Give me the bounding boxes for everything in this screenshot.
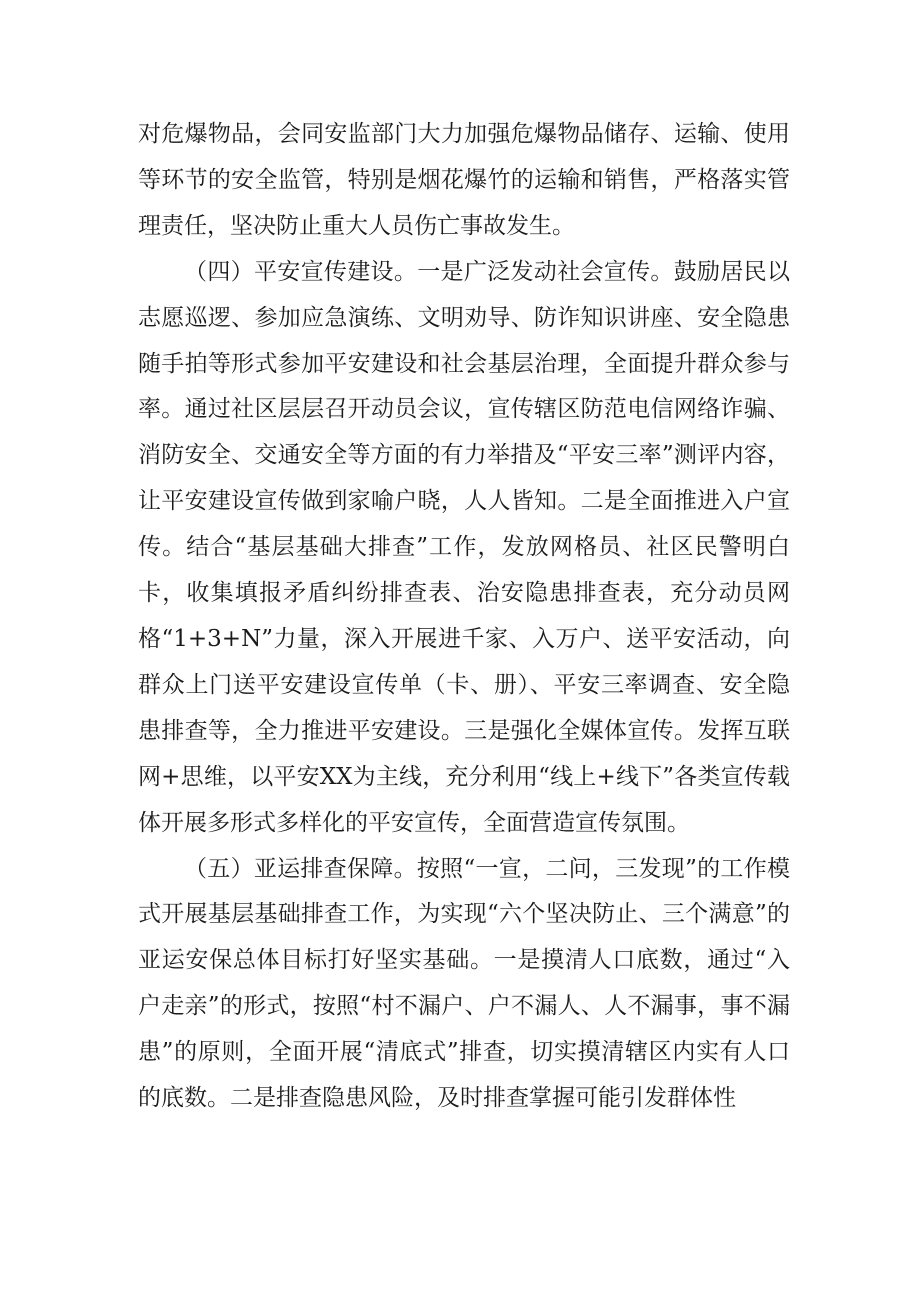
paragraph-hazardous-goods: 对危爆物品，会同安监部门大力加强危爆物品储存、运输、使用等环节的安全监管，特别是烟花爆竹的运输和销售，严格落实管理责任，坚决防止重大人员伤亡事故发生。 <box>138 121 790 239</box>
paragraph-section-4-publicity: （四）平安宣传建设。一是广泛发动社会宣传。鼓励居民以志愿巡逻、参加应急演练、文明劝导、防诈知识讲座、安全隐患随手拍等形式参加平安建设和社会基层治理，全面提升群众参与率。通过社区层层召开动员会议，宣传辖区防范电信网络诈骗、消防安全、交通安全等方面的有力举措及“平安三率”测评内容，让平安建设宣传做到家喻户晓，人人皆知。二是全面推进入户宣传。结合“基层基础大排查”工作，发放网格员、社区民警明白卡，收集填报矛盾纠纷排查表、治安隐患排查表，充分动员网格“1+3+N”力量，深入开展进千家、入万户、送平安活动，向群众上门送平安建设宣传单（卡、册）、平安三率调查、安全隐患排查等，全力推进平安建设。三是强化全媒体宣传。发挥互联网+思维，以平安XX为主线，充分利用“线上+线下”各类宣传载体开展多形式多样化的平安宣传，全面营造宣传氛围。 <box>138 258 790 836</box>
document-body <box>138 112 790 1122</box>
paragraph-section-5-asian-games: （五）亚运排查保障。按照“一宣，二问，三发现”的工作模式开展基层基础排查工作，为实现“六个坚决防止、三个满意”的亚运安保总体目标打好坚实基础。一是摸清人口底数，通过“入户走亲”的形式，按照“村不漏户、户不漏人、人不漏事，事不漏患”的原则，全面开展“清底式”排查，切实摸清辖区内实有人口的底数。二是排查隐患风险，及时排查掌握可能引发群体性 <box>138 855 790 1112</box>
